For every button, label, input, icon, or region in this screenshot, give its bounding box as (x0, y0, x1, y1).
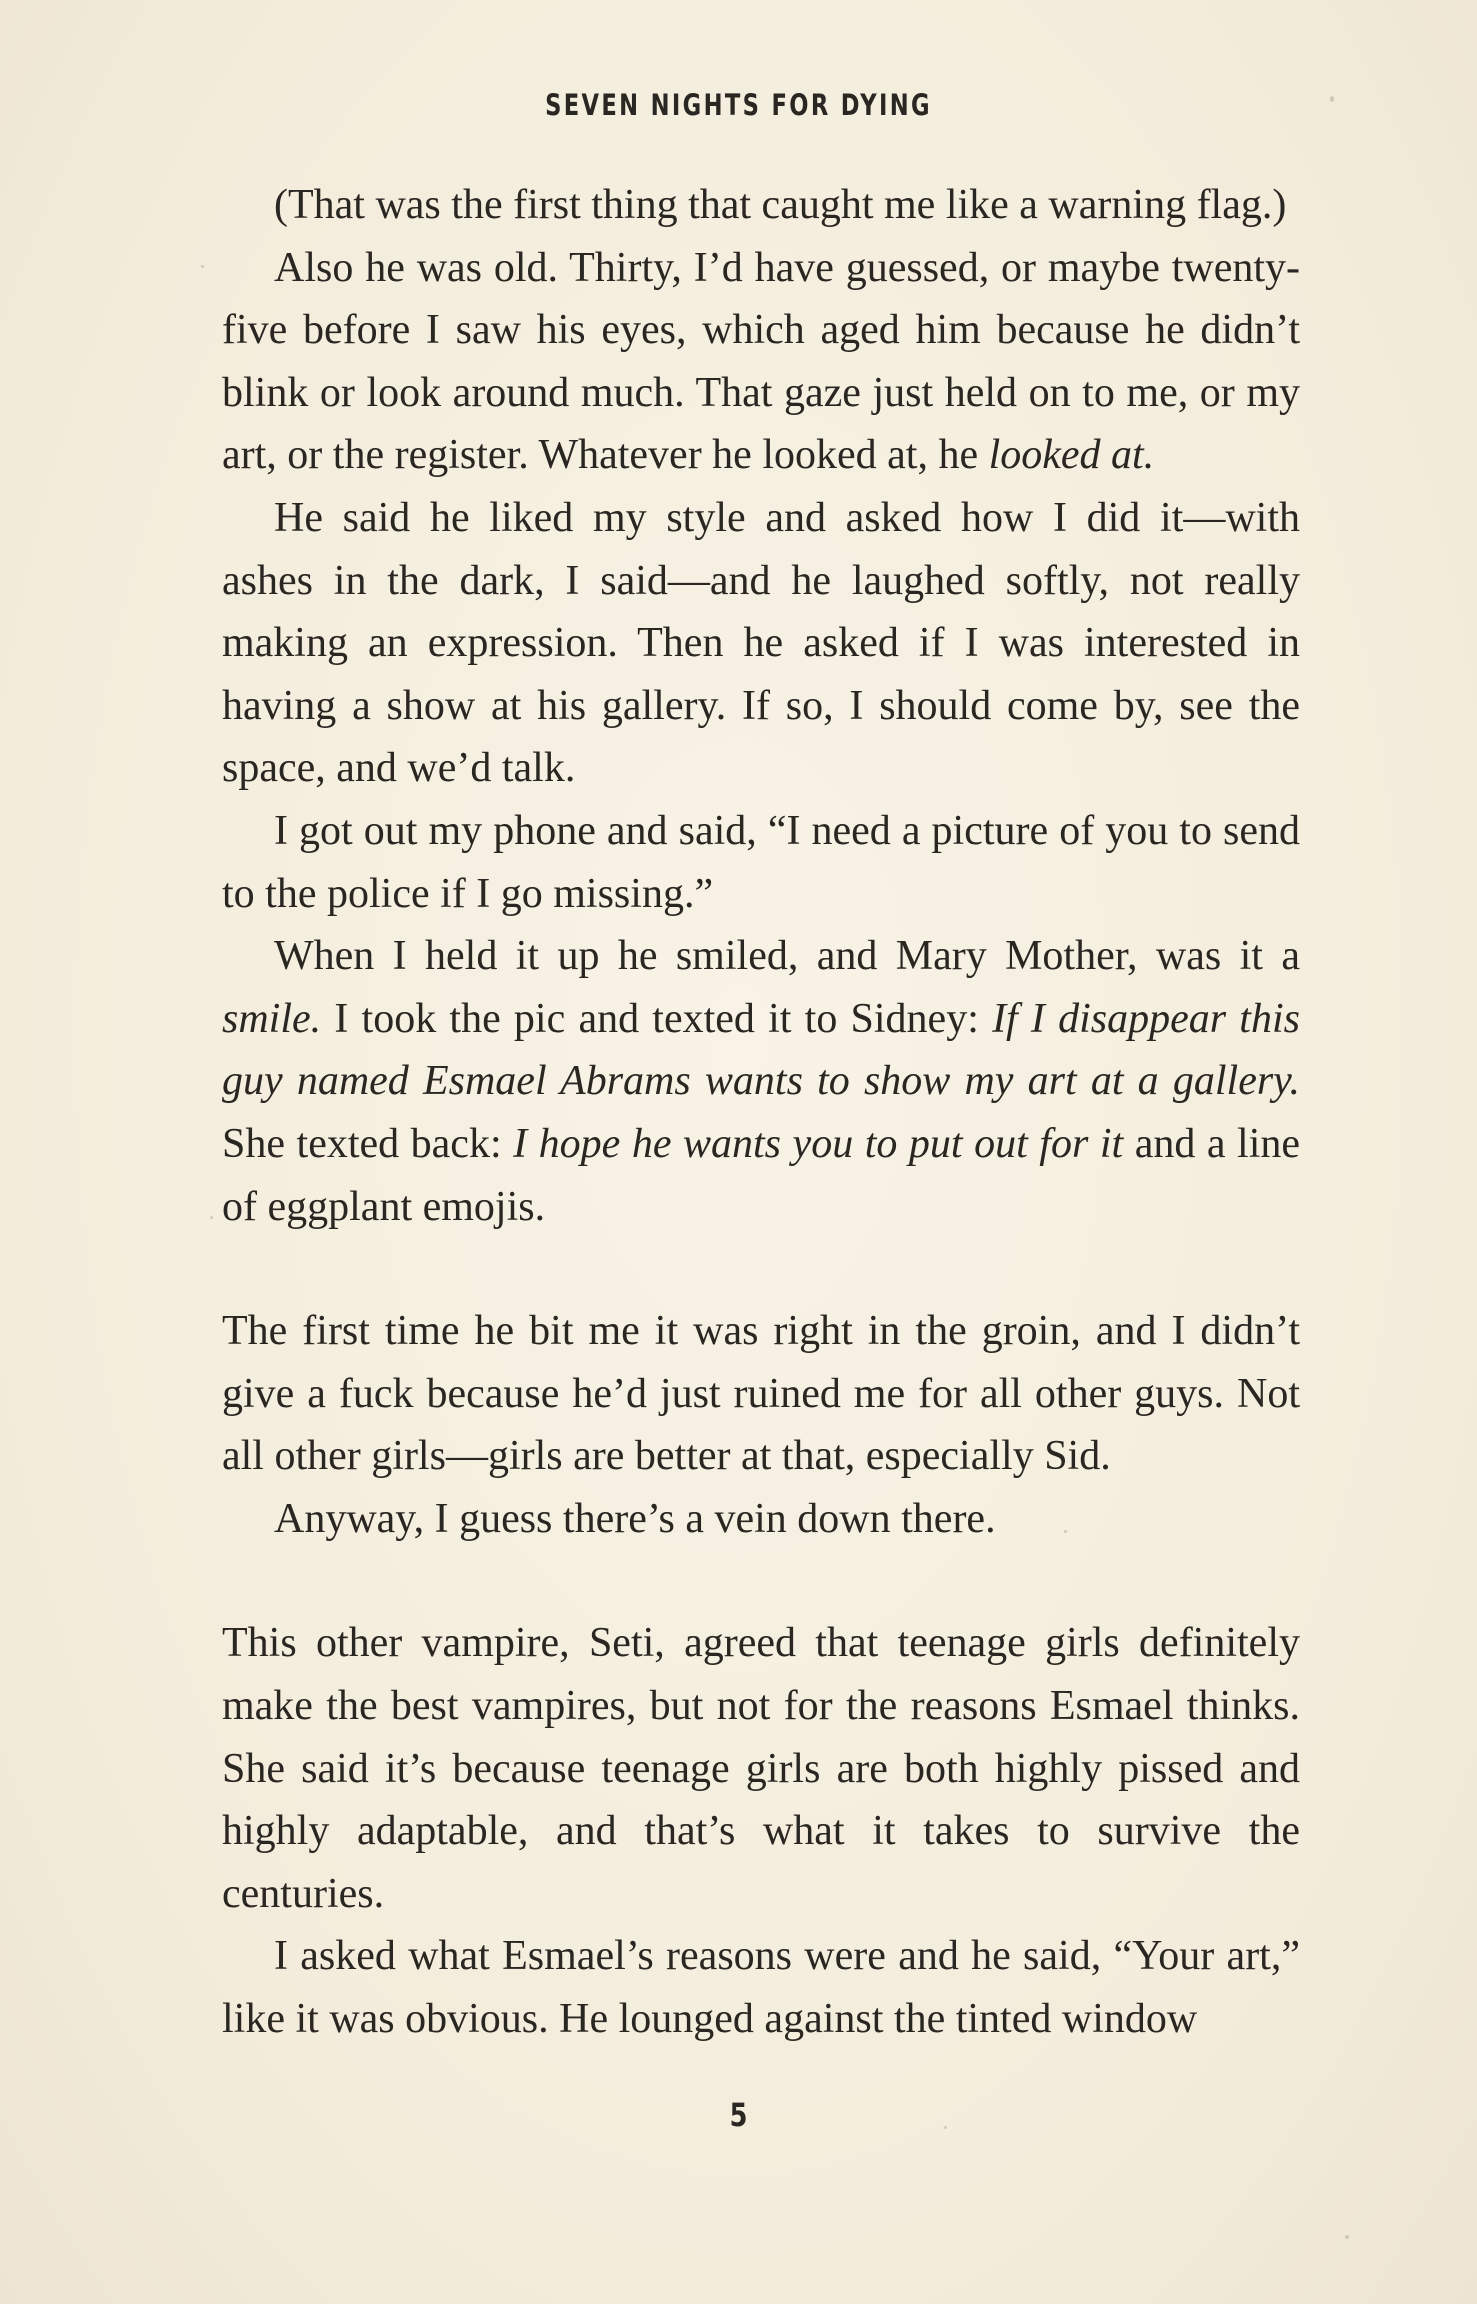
page-number: 5 (729, 2096, 748, 2134)
section-break (222, 1550, 1300, 1612)
paragraph: Anyway, I guess there’s a vein down there. (274, 1495, 996, 1542)
paper-speck (210, 1216, 213, 1219)
paragraph: This other vampire, Seti, agreed that teenage girls definitely make the best vampires, but not for the reasons Esmael thinks. She said it’s because teenage girls are both highly pissed and highly adaptable, and that’s what it takes to survive the centuries. (222, 1620, 1300, 1917)
paper-speck (1345, 2235, 1349, 2239)
paper-speck (201, 265, 204, 268)
paragraph: I got out my phone and said, “I need a picture of you to send to the police if I go missing.” (222, 807, 1300, 917)
section-break (222, 1238, 1300, 1300)
paper-speck (944, 2126, 947, 2129)
paper-speck (1330, 96, 1334, 102)
running-head: SEVEN NIGHTS FOR DYING (545, 88, 932, 122)
paragraph: He said he liked my style and asked how I did it—with ashes in the dark, I said—and he laughed softly, not really making an expression. Then he asked if I was interested in having a show at his gallery. If so, I should come by, see the space, and we’d talk. (222, 494, 1300, 792)
paragraph: (That was the first thing that caught me like a warning flag.) (274, 182, 1287, 228)
paper-speck (1064, 1530, 1067, 1533)
paragraph: I asked what Esmael’s reasons were and he said, “Your art,” like it was obvious. He lounged against the tinted window (222, 1933, 1300, 2043)
body-text (222, 174, 1300, 2051)
paragraph: Also he was old. Thirty, I’d have guessed, or maybe twenty-five before I saw his eyes, which aged him because he didn’t blink or look around much. That gaze just held on to me, or my art, or the register. Whatever he looked at, he looked at. (222, 244, 1300, 479)
paragraph: The first time he bit me it was right in the groin, and I didn’t give a fuck because he’d just ruined me for all other guys. Not all other girls—girls are better at that, especially Sid. (222, 1308, 1300, 1480)
paragraph: When I held it up he smiled, and Mary Mother, was it a smile. I took the pic and texted it to Sidney: If I disappear this guy named Esmael Abrams wants to show my art at a gallery. She texted back: I hope he wants you to put out for it and a line of eggplant emojis. (222, 933, 1301, 1230)
